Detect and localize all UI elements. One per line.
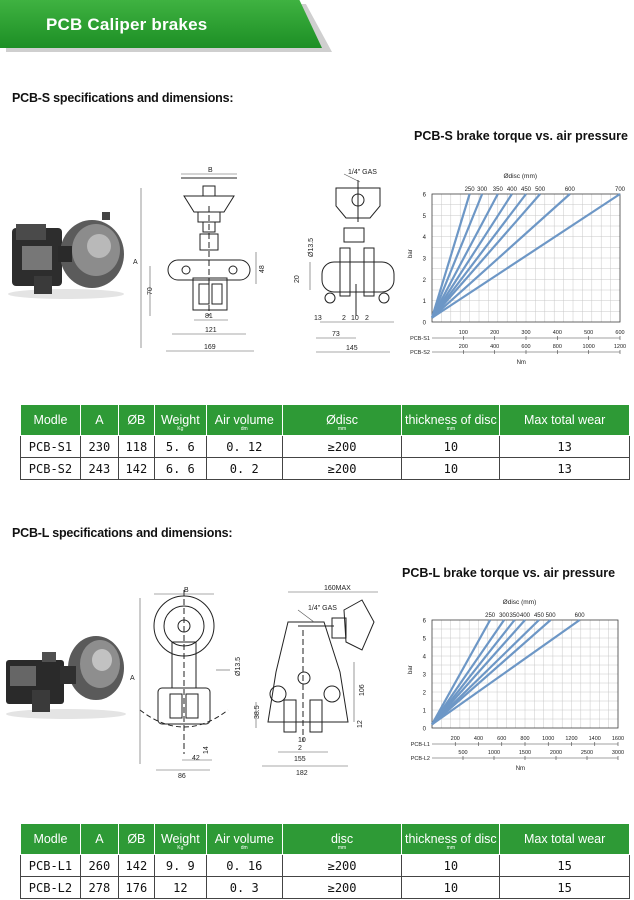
page-title: PCB Caliper brakes: [46, 15, 208, 34]
scale-tick-label: 1400: [588, 736, 601, 742]
table-cell: 260: [80, 855, 118, 877]
table-cell: 278: [80, 877, 118, 899]
scale-tick-label: 800: [520, 736, 530, 742]
y-tick-label: 3: [422, 256, 426, 263]
disc-size-label: 250: [464, 187, 475, 193]
dim-14: 14: [203, 746, 210, 754]
table-cell: 9. 9: [154, 855, 206, 877]
disc-size-label: 600: [564, 187, 575, 193]
dim-145: 145: [346, 345, 358, 352]
section-title-pcb-s: PCB-S specifications and dimensions:: [12, 91, 234, 105]
y-tick-label: 2: [422, 277, 426, 284]
series-line: [432, 194, 540, 318]
spec-table-pcb-l: [20, 823, 630, 899]
col-header-air-volume: Air volume dm: [206, 405, 282, 436]
y-tick-label: 6: [422, 192, 426, 199]
table-cell: 10: [402, 855, 500, 877]
col-header-b: ØB: [118, 405, 154, 436]
disc-size-label: 500: [535, 187, 546, 193]
table-cell: 15: [500, 855, 630, 877]
chart-title-pcb-s: PCB-S brake torque vs. air pressure: [414, 129, 628, 143]
y-tick-label: 5: [422, 213, 426, 220]
dim-155: 155: [294, 756, 306, 763]
y-tick-label: 0: [422, 320, 426, 327]
scale-tick-label: 1000: [582, 344, 595, 350]
scale-tick-label: 2000: [549, 750, 563, 756]
table-cell: 142: [118, 458, 154, 480]
dim-38-5: 38.5: [254, 705, 261, 719]
disc-size-label: 450: [520, 187, 532, 193]
col-header-model: Modle: [21, 405, 81, 436]
dim-169: 169: [204, 344, 216, 351]
dim-10: 10: [351, 315, 359, 322]
dim-b-label: B: [184, 587, 189, 594]
dim-121: 121: [205, 327, 217, 334]
series-line: [432, 620, 504, 724]
table-cell: 5. 6: [154, 436, 206, 458]
top-axis-label: Ødisc (mm): [503, 173, 538, 180]
series-line: [432, 620, 490, 724]
col-header-weight: Weight Kg: [154, 405, 206, 436]
table-cell: 15: [500, 877, 630, 899]
table-cell: 0. 3: [206, 877, 282, 899]
dim-10: 10: [298, 737, 306, 744]
table-cell: 12: [154, 877, 206, 899]
table-cell: ≥200: [282, 436, 402, 458]
y-tick-label: 2: [422, 690, 426, 697]
scale-tick-label: 400: [490, 344, 500, 350]
section-title-pcb-l: PCB-L specifications and dimensions:: [12, 526, 233, 540]
scale-tick-label: 600: [615, 330, 625, 336]
disc-size-label: 700: [614, 187, 626, 193]
chart-pcb-l: [396, 590, 628, 784]
dim-86: 86: [178, 773, 186, 780]
disc-size-label: 500: [545, 613, 556, 619]
col-header-air-volume: Air volume dm: [206, 824, 282, 855]
pcb-s-front-drawing: [128, 166, 278, 360]
col-header-a: A: [80, 405, 118, 436]
spec-table-pcb-s: [20, 404, 630, 480]
disc-size-label: 400: [519, 613, 531, 619]
series-line: [432, 620, 515, 724]
table-header-row: [21, 405, 630, 436]
scale-tick-label: 600: [497, 736, 507, 742]
table-cell: 6. 6: [154, 458, 206, 480]
disc-size-label: 600: [574, 613, 585, 619]
disc-size-label: 400: [506, 187, 517, 193]
y-tick-label: 1: [422, 708, 426, 715]
table-cell: 10: [402, 458, 500, 480]
scale-tick-label: 800: [552, 344, 562, 350]
y-tick-label: 1: [422, 299, 426, 306]
y-tick-label: 3: [422, 672, 426, 679]
table-row: [21, 877, 630, 899]
scale-tick-label: 1200: [565, 736, 578, 742]
dim-2a: 2: [342, 315, 346, 322]
chart-title-pcb-l: PCB-L brake torque vs. air pressure: [402, 566, 616, 580]
dim-182: 182: [296, 770, 308, 777]
table-cell: PCB-L2: [21, 877, 81, 899]
col-header-b: ØB: [118, 824, 154, 855]
pcb-l-front-drawing: [120, 584, 246, 780]
chart-pcb-s: [402, 166, 630, 380]
y-tick-label: 5: [422, 636, 426, 643]
dim-48: 48: [259, 265, 266, 273]
scale-tick-label: 500: [458, 750, 468, 756]
col-header-max-wear: Max total wear: [500, 824, 630, 855]
scale-tick-label: 300: [521, 330, 531, 336]
dim-d13-5: Ø13.5: [308, 237, 315, 257]
dim-2b: 2: [365, 315, 369, 322]
y-tick-label: 4: [422, 235, 426, 242]
col-header-weight: Weight Kg: [154, 824, 206, 855]
disc-size-label: 450: [533, 613, 544, 619]
disc-size-label: 300: [499, 613, 510, 619]
scale-tick-label: 200: [450, 736, 460, 742]
dim-106: 106: [359, 684, 366, 696]
table-cell: 230: [80, 436, 118, 458]
y-axis-label: bar: [408, 249, 414, 258]
scale-tick-label: 1000: [542, 736, 555, 742]
scale-tick-label: 200: [490, 330, 500, 336]
dim-160max: 160MAX: [324, 585, 351, 592]
col-header-thickness: thickness of disc mm: [402, 405, 500, 436]
dim-13: 13: [314, 315, 322, 322]
table-row: [21, 855, 630, 877]
dim-b-label: B: [208, 167, 213, 174]
dim-d13-5: Ø13.5: [235, 656, 242, 676]
scale-row-name: PCB-S1: [410, 336, 430, 342]
scale-row-name: PCB-S2: [410, 350, 430, 356]
scale-tick-label: 1200: [613, 344, 627, 350]
series-line: [432, 620, 551, 724]
pcb-s-side-drawing: [284, 166, 406, 360]
dim-gas: 1/4" GAS: [348, 169, 377, 176]
col-header-max-wear: Max total wear: [500, 405, 630, 436]
series-line: [432, 620, 580, 724]
scale-tick-label: 1000: [487, 750, 501, 756]
table-cell: PCB-L1: [21, 855, 81, 877]
col-header-thickness: thickness of disc mm: [402, 824, 500, 855]
table-cell: 142: [118, 855, 154, 877]
dim-81: 81: [205, 313, 213, 320]
pcb-l-side-drawing: [248, 582, 382, 780]
disc-size-label: 250: [485, 613, 496, 619]
table-cell: PCB-S2: [21, 458, 81, 480]
disc-size-label: 300: [477, 187, 488, 193]
dim-12: 12: [357, 720, 364, 728]
table-cell: ≥200: [282, 877, 402, 899]
scale-row-name: PCB-L1: [410, 742, 430, 748]
table-cell: 0. 16: [206, 855, 282, 877]
table-cell: 13: [500, 436, 630, 458]
col-header-disc: Ødisc mm: [282, 405, 402, 436]
disc-size-label: 350: [509, 613, 520, 619]
table-cell: 0. 12: [206, 436, 282, 458]
series-line: [432, 620, 539, 724]
table-cell: 243: [80, 458, 118, 480]
scale-tick-label: 600: [521, 344, 531, 350]
col-header-a: A: [80, 824, 118, 855]
col-header-disc: disc mm: [282, 824, 402, 855]
top-axis-label: Ødisc (mm): [502, 599, 537, 606]
scale-tick-label: 400: [552, 330, 562, 336]
scale-tick-label: 1600: [611, 736, 625, 742]
dim-20: 20: [294, 275, 301, 283]
table-cell: PCB-S1: [21, 436, 81, 458]
table-row: [21, 436, 630, 458]
series-line: [432, 194, 482, 318]
dim-a-label: A: [130, 675, 135, 682]
y-tick-label: 0: [422, 726, 426, 733]
table-cell: 0. 2: [206, 458, 282, 480]
pcb-s-product-photo: [4, 206, 128, 300]
dim-73: 73: [332, 331, 340, 338]
table-row: [21, 458, 630, 480]
dim-gas: 1/4" GAS: [308, 605, 337, 612]
table-cell: ≥200: [282, 458, 402, 480]
scale-tick-label: 500: [584, 330, 594, 336]
dim-a-label: A: [133, 259, 138, 266]
y-tick-label: 4: [422, 654, 426, 661]
dim-42: 42: [192, 755, 200, 762]
table-cell: 176: [118, 877, 154, 899]
y-tick-label: 6: [422, 618, 426, 625]
dim-2: 2: [298, 745, 302, 752]
table-cell: 13: [500, 458, 630, 480]
table-cell: 10: [402, 877, 500, 899]
x-axis-label: Nm: [515, 766, 526, 772]
scale-tick-label: 400: [473, 736, 484, 742]
table-cell: 118: [118, 436, 154, 458]
header-banner: [0, 0, 330, 56]
dim-70: 70: [147, 287, 154, 295]
scale-tick-label: 3000: [611, 750, 625, 756]
scale-tick-label: 200: [458, 344, 468, 350]
x-axis-label: Nm: [516, 360, 526, 366]
table-cell: ≥200: [282, 855, 402, 877]
table-cell: 10: [402, 436, 500, 458]
scale-tick-label: 100: [458, 330, 468, 336]
scale-row-name: PCB-L2: [410, 756, 430, 762]
y-axis-label: bar: [408, 665, 414, 674]
disc-size-label: 350: [492, 187, 503, 193]
pcb-l-product-photo: [2, 630, 128, 720]
scale-tick-label: 1500: [518, 750, 532, 756]
col-header-model: Modle: [21, 824, 81, 855]
scale-tick-label: 2500: [580, 750, 594, 756]
table-header-row: [21, 824, 630, 855]
